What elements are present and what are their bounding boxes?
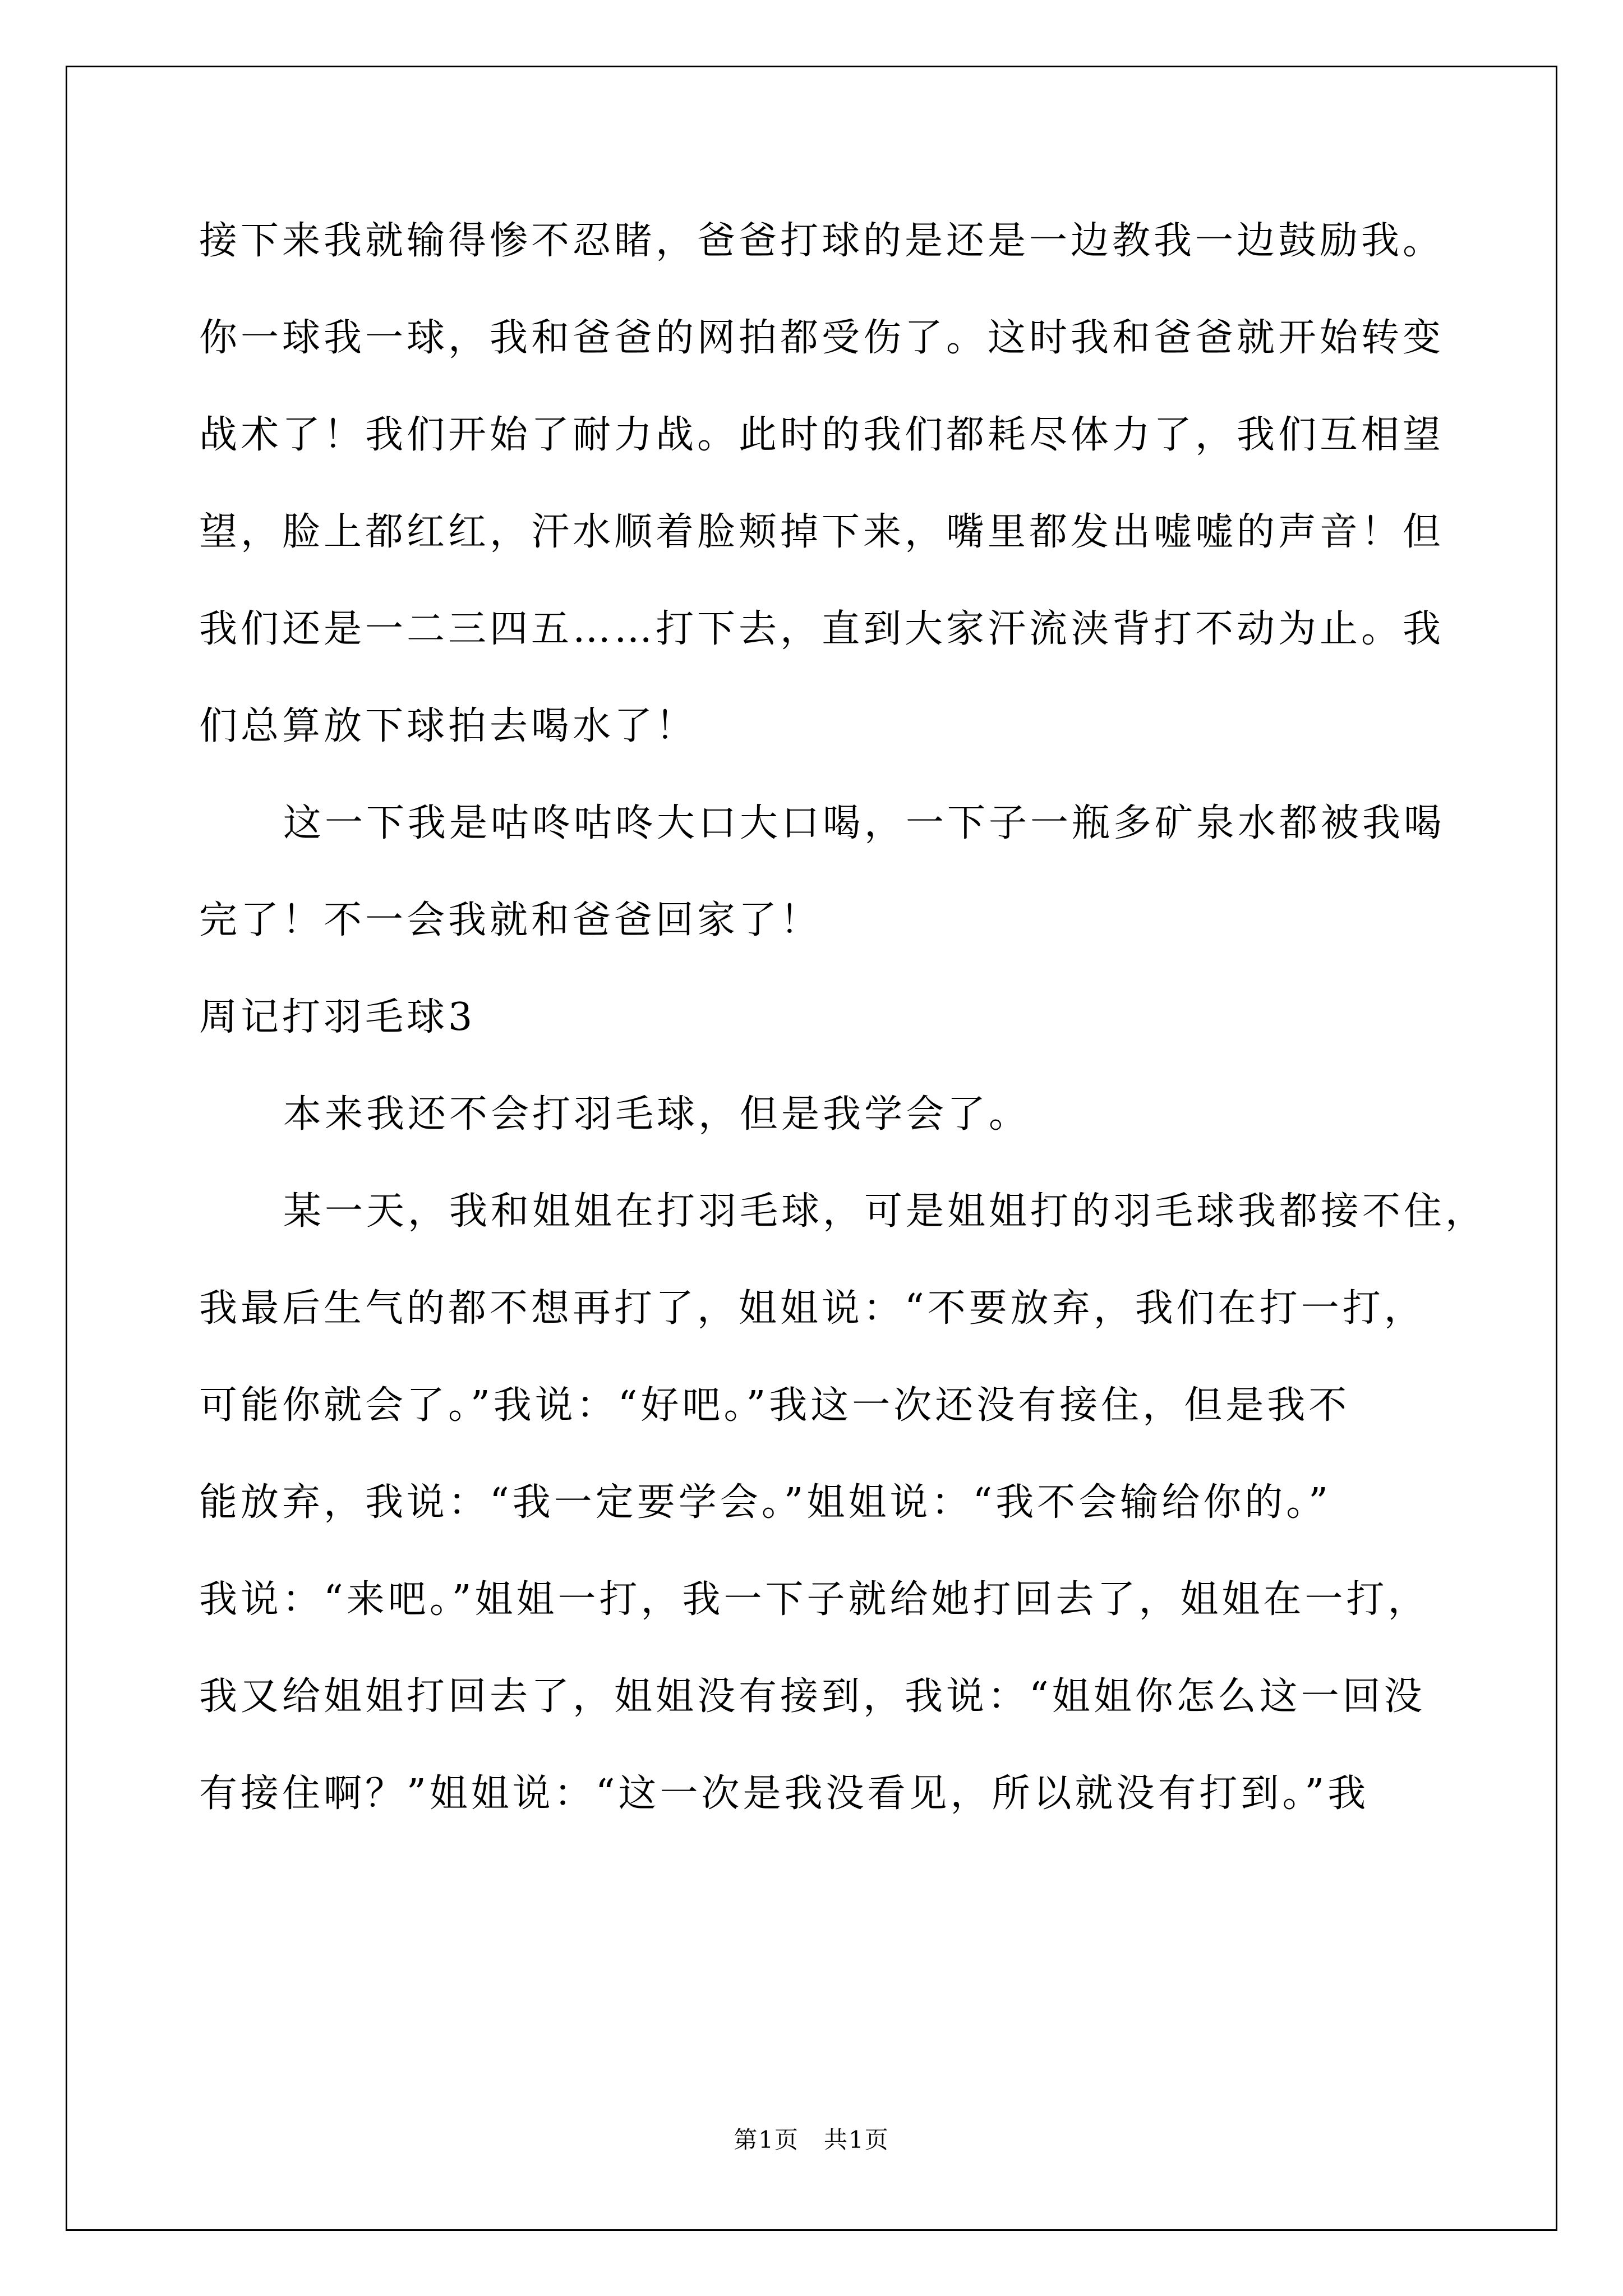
text-line: 我说：“来吧。”姐姐一打，我一下子就给她打回去了，姐姐在一打， xyxy=(199,1577,1430,1622)
paragraph-start-line: 本来我还不会打羽毛球，但是我学会了。 xyxy=(283,1092,1031,1137)
section-heading: 周记打羽毛球3 xyxy=(199,995,476,1039)
text-line: 我又给姐姐打回去了，姐姐没有接到，我说：“姐姐你怎么这一回没 xyxy=(199,1674,1426,1719)
page-border xyxy=(66,66,1557,2231)
text-line: 战术了！我们开始了耐力战。此时的我们都耗尽体力了，我们互相望 xyxy=(199,413,1445,457)
paragraph-start-line: 这一下我是咕咚咕咚大口大口喝，一下子一瓶多矿泉水都被我喝 xyxy=(283,801,1446,845)
text-line: 能放弃，我说：“我一定要学会。”姐姐说：“我不会输给你的。” xyxy=(199,1480,1332,1525)
text-line: 可能你就会了。”我说：“好吧。”我这一次还没有接住，但是我不 xyxy=(199,1383,1350,1428)
text-line: 我最后生气的都不想再打了，姐姐说：“不要放弃，我们在打一打， xyxy=(199,1286,1426,1331)
paragraph-start-line: 某一天，我和姐姐在打羽毛球，可是姐姐打的羽毛球我都接不住， xyxy=(283,1189,1487,1234)
text-line: 接下来我就输得惨不忍睹，爸爸打球的是还是一边教我一边鼓励我。 xyxy=(199,219,1445,263)
text-line: 我们还是一二三四五……打下去，直到大家汗流浃背打不动为止。我 xyxy=(199,607,1445,651)
page-number-footer: 第1页 共1页 xyxy=(734,2126,889,2154)
text-line: 们总算放下球拍去喝水了！ xyxy=(199,704,698,748)
text-line: 完了！不一会我就和爸爸回家了！ xyxy=(199,898,822,942)
text-line: 望，脸上都红红，汗水顺着脸颊掉下来，嘴里都发出嘘嘘的声音！但 xyxy=(199,510,1445,554)
text-line: 你一球我一球，我和爸爸的网拍都受伤了。这时我和爸爸就开始转变 xyxy=(199,316,1445,360)
text-line: 有接住啊？”姐姐说：“这一次是我没看见，所以就没有打到。”我 xyxy=(199,1772,1370,1816)
